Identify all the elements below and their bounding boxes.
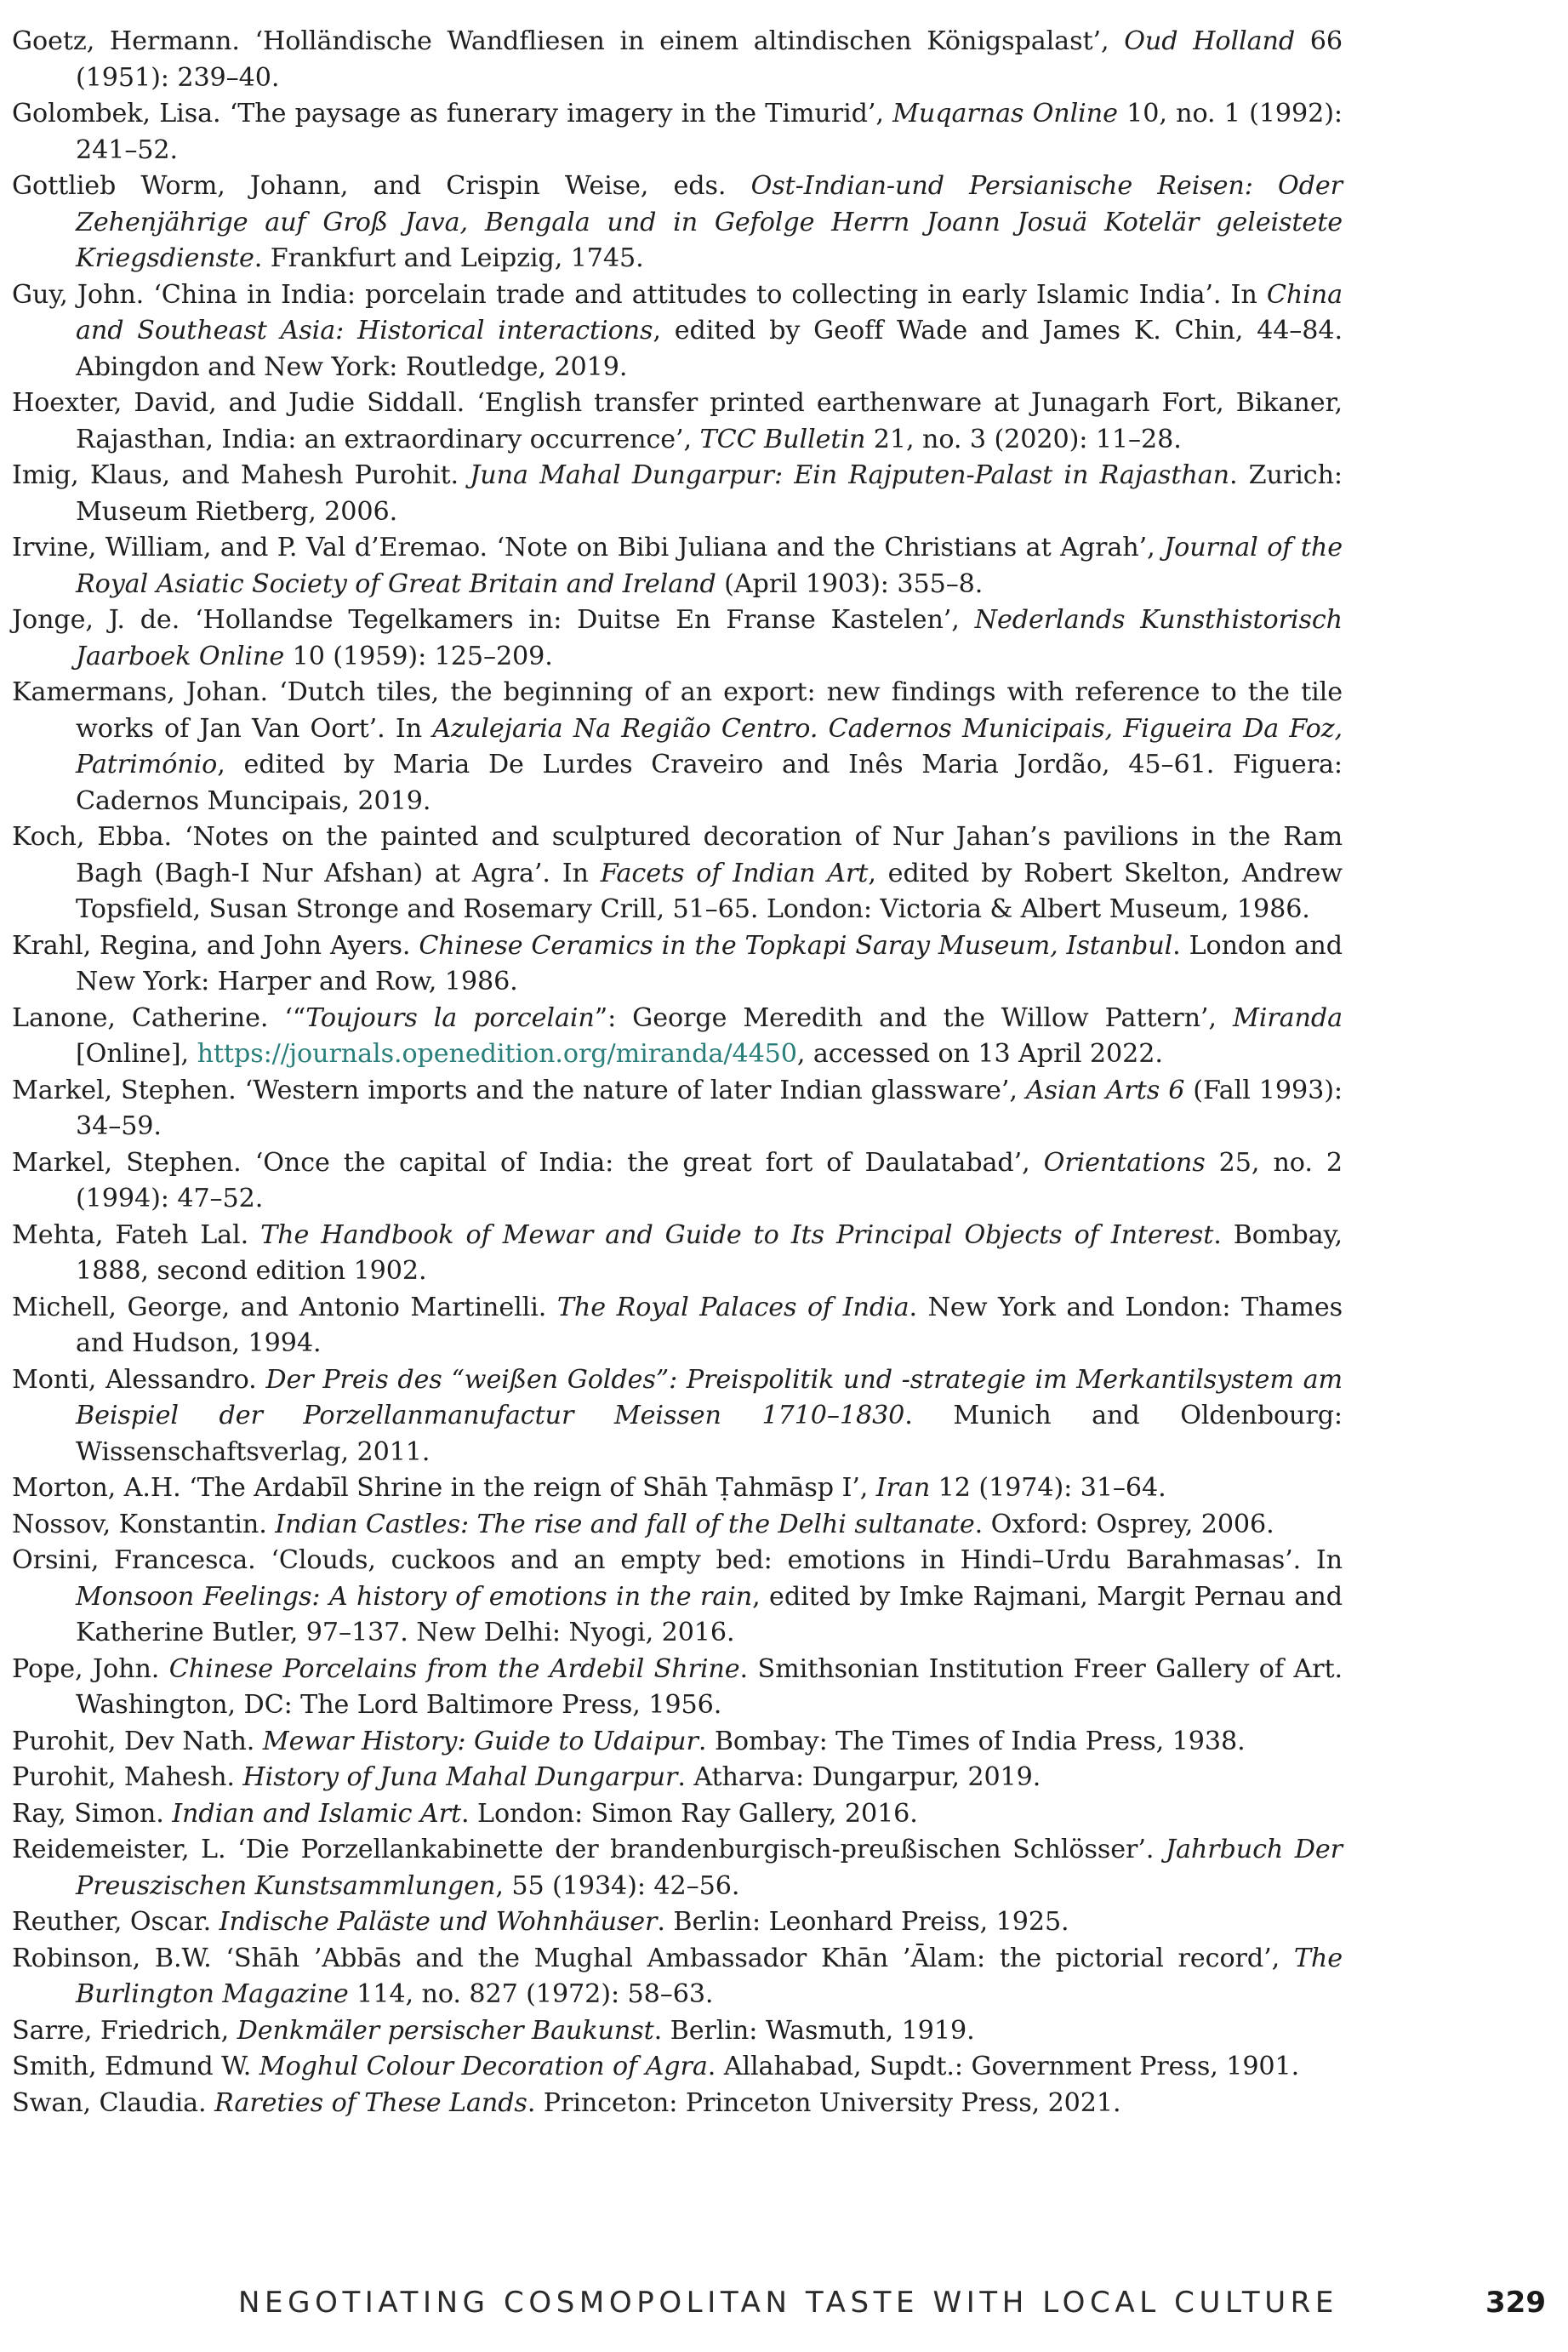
bibliography-entry (12, 2013, 1343, 2050)
entry-text: . Berlin: Leonhard Preiss, 1925. (657, 1907, 1069, 1937)
entry-text: Kamermans, Johan. ‘Dutch tiles, the beginning of an export: new findings with reference to the tile works of Jan Van Oort’. In (12, 677, 1343, 744)
italic-title: China and Southeast Asia: Historical interactions (76, 279, 1343, 345)
entry-text: , accessed on 13 April 2022. (796, 1039, 1163, 1069)
bibliography-entry (12, 1073, 1343, 1145)
entry-text: Reuther, Oscar. (12, 1907, 220, 1937)
entry-text: . Allahabad, Supdt.: Government Press, 1901. (707, 2052, 1300, 2081)
italic-title: Ost-Indian-und Persianische Reisen: Oder Zehenjährige auf Groß Java, Bengala und in Gefolge Herrn Joann Josuä Kotelär geleistete Kriegsdienste (76, 171, 1343, 273)
italic-title: Orientations (1043, 1147, 1206, 1178)
page-footer (0, 2286, 1568, 2326)
bibliography-entry (12, 675, 1343, 819)
bibliography-entry (12, 168, 1343, 277)
page-number: 329 (1485, 2286, 1546, 2320)
bibliography-entry (12, 1941, 1343, 2013)
entry-text: Sarre, Friedrich, (12, 2015, 237, 2046)
bibliography-entry (12, 1470, 1343, 1507)
entry-text: 12 (1974): 31–64. (930, 1473, 1166, 1503)
entry-text: . London and New York: Harper and Row, 1986. (76, 930, 1343, 996)
entry-text: . Oxford: Osprey, 2006. (974, 1509, 1274, 1539)
italic-title: TCC Bulletin (699, 424, 866, 454)
entry-text: . Zurich: Museum Rietberg, 2006. (76, 460, 1343, 527)
reference-link[interactable]: https://journals.openedition.org/miranda/4450 (197, 1039, 797, 1069)
entry-text: (Fall 1993): 34–59. (76, 1075, 1343, 1141)
entry-text: [Online], (76, 1039, 197, 1069)
entry-text: . Bombay: The Times of India Press, 1938. (698, 1726, 1246, 1756)
entry-text: 10 (1959): 125–209. (284, 641, 553, 671)
entry-text: Nossov, Konstantin. (12, 1509, 276, 1539)
entry-text: Koch, Ebba. ‘Notes on the painted and sculptured decoration of Nur Jahan’s pavilions in the Ram Bagh (Bagh-I Nur Afshan) at Agra’. In (12, 822, 1343, 888)
entry-text: Irvine, William, and P. Val d’Eremao. ‘Note on Bibi Juliana and the Christians at Agrah’, (12, 533, 1165, 562)
bibliography-entry (12, 385, 1343, 458)
entry-text: Mehta, Fateh Lal. (12, 1219, 261, 1250)
entry-text: Pope, John. (12, 1653, 169, 1684)
bibliography-entry (12, 1145, 1343, 1218)
bibliography-entry (12, 819, 1343, 928)
entry-text: Markel, Stephen. ‘Once the capital of India: the great fort of Daulatabad’, (12, 1147, 1044, 1178)
italic-title: History of Juna Mahal Dungarpur (242, 1762, 678, 1792)
entry-text: Michell, George, and Antonio Martinelli. (12, 1292, 557, 1322)
bibliography-entry (12, 1832, 1343, 1904)
italic-title: Muqarnas Online (892, 99, 1118, 128)
entry-text: Markel, Stephen. ‘Western imports and the nature of later Indian glassware’, (12, 1075, 1026, 1105)
italic-title: Azulejaria Na Região Centro. Cadernos Municipais, Figueira Da Foz, Património (76, 713, 1343, 779)
entry-text: . Princeton: Princeton University Press, 2021. (527, 2087, 1121, 2118)
entry-text: (April 1903): 355–8. (716, 568, 984, 599)
entry-text: . Munich and Oldenbourg: Wissenschaftsverlag, 2011. (76, 1401, 1343, 1467)
italic-title: Monsoon Feelings: A history of emotions in the rain (76, 1581, 753, 1612)
entry-text: Ray, Simon. (12, 1798, 173, 1829)
entry-text: Jonge, J. de. ‘Hollandse Tegelkamers in: Duitse En Franse Kastelen’, (12, 605, 975, 635)
bibliography-list (12, 24, 1343, 2121)
entry-text: . Bombay, 1888, second edition 1902. (76, 1219, 1343, 1286)
entry-text: Purohit, Mahesh. (12, 1762, 243, 1792)
entry-text: 21, no. 3 (2020): 11–28. (865, 424, 1182, 454)
italic-title: Toujours la porcelain (305, 1002, 595, 1033)
entry-text: Swan, Claudia. (12, 2087, 215, 2118)
italic-title: Indian and Islamic Art (172, 1798, 461, 1829)
bibliography-entry (12, 2086, 1343, 2122)
italic-title: The Burlington Magazine (76, 1943, 1343, 2009)
bibliography-entry (12, 1796, 1343, 1833)
entry-text: Robinson, B.W. ‘Shāh ’Abbās and the Mughal Ambassador Khān ’Ālam: the pictorial record’, (12, 1943, 1294, 1973)
entry-text: , 55 (1934): 42–56. (495, 1870, 740, 1901)
bibliography-entry (12, 1724, 1343, 1761)
italic-title: Jahrbuch Der Preuszischen Kunstsammlungen (76, 1835, 1343, 1901)
italic-title: Juna Mahal Dungarpur: Ein Rajputen-Palast in Rajasthan (470, 460, 1229, 490)
bibliography-entry (12, 1507, 1343, 1544)
entry-text: . Smithsonian Institution Freer Gallery of Art. Washington, DC: The Lord Baltimore Press, 1956. (76, 1653, 1343, 1720)
bibliography-entry (12, 1904, 1343, 1941)
entry-text: 114, no. 827 (1972): 58–63. (348, 1979, 714, 2009)
italic-title: Asian Arts 6 (1025, 1075, 1185, 1105)
bibliography-entry (12, 1760, 1343, 1796)
bibliography-entry (12, 1001, 1343, 1073)
italic-title: The Royal Palaces of India (556, 1292, 909, 1322)
italic-title: Chinese Ceramics in the Topkapi Saray Museum, Istanbul (419, 930, 1173, 961)
italic-title: Mewar History: Guide to Udaipur (262, 1726, 698, 1756)
bibliography-entry (12, 530, 1343, 602)
italic-title: Indische Paläste und Wohnhäuser (219, 1907, 658, 1937)
entry-text: , edited by Imke Rajmani, Margit Pernau and Katherine Butler, 97–137. New Delhi: Nyogi, 2016. (76, 1581, 1343, 1647)
italic-title: Chinese Porcelains from the Ardebil Shrine (168, 1653, 740, 1684)
italic-title: Indian Castles: The rise and fall of the Delhi sultanate (275, 1509, 975, 1539)
italic-title: Moghul Colour Decoration of Agra (259, 2052, 708, 2081)
entry-text: 66 (1951): 239–40. (76, 26, 1343, 93)
entry-text: Gottlieb Worm, Johann, and Crispin Weise, eds. (12, 171, 751, 201)
entry-text: . New York and London: Thames and Hudson, 1994. (76, 1292, 1343, 1358)
entry-text: Lanone, Catherine. ‘“ (12, 1002, 306, 1033)
entry-text: Imig, Klaus, and Mahesh Purohit. (12, 460, 470, 490)
entry-text: . Atharva: Dungarpur, 2019. (677, 1762, 1041, 1792)
bibliography-entry (12, 1218, 1343, 1290)
entry-text: Krahl, Regina, and John Ayers. (12, 930, 419, 961)
entry-text: Orsini, Francesca. ‘Clouds, cuckoos and an empty bed: emotions in Hindi–Urdu Barahmasas’. In (12, 1545, 1343, 1575)
entry-text: Golombek, Lisa. ‘The paysage as funerary imagery in the Timurid’, (12, 99, 893, 128)
entry-text: . London: Simon Ray Gallery, 2016. (461, 1798, 918, 1829)
italic-title: Denkmäler persischer Baukunst (237, 2015, 654, 2046)
bibliography-entry (12, 458, 1343, 530)
bibliography-entry (12, 1652, 1343, 1724)
bibliography-entry (12, 277, 1343, 386)
italic-title: Rareties of These Lands (214, 2087, 527, 2118)
entry-text: , edited by Maria De Lurdes Craveiro and Inês Maria Jordão, 45–61. Figuera: Cadernos Muncipais, 2019. (76, 750, 1343, 816)
entry-text: , edited by Geoff Wade and James K. Chin, 44–84. Abingdon and New York: Routledge, 2019. (76, 316, 1343, 382)
entry-text: Purohit, Dev Nath. (12, 1726, 263, 1756)
entry-text: . Frankfurt and Leipzig, 1745. (254, 243, 644, 273)
entry-text: Monti, Alessandro. (12, 1364, 266, 1395)
entry-text: , edited by Robert Skelton, Andrew Topsfield, Susan Stronge and Rosemary Crill, 51–65. London: Victoria & Albert Museum, 1986. (76, 858, 1343, 924)
bibliography-entry (12, 1362, 1343, 1471)
entry-text: Smith, Edmund W. (12, 2052, 259, 2081)
entry-text: . Berlin: Wasmuth, 1919. (653, 2015, 975, 2046)
italic-title: Der Preis des “weißen Goldes”: Preispolitik und -strategie im Merkantilsystem am Beispiel der Porzellanmanufactur Meissen 1710–1830 (76, 1364, 1343, 1430)
bibliography-entry (12, 2049, 1343, 2086)
running-head: NEGOTIATING COSMOPOLITAN TASTE WITH LOCAL CULTURE (238, 2286, 1338, 2320)
entry-text: 25, no. 2 (1994): 47–52. (76, 1147, 1343, 1213)
italic-title: Oud Holland (1124, 26, 1296, 56)
entry-text: 10, no. 1 (1992): 241–52. (76, 99, 1343, 165)
entry-text: Guy, John. ‘China in India: porcelain trade and attitudes to collecting in early Islamic India’. In (12, 279, 1267, 310)
bibliography-entry (12, 1543, 1343, 1652)
bibliography-entry (12, 1290, 1343, 1362)
bibliography-entry (12, 96, 1343, 168)
italic-title: Facets of Indian Art (600, 858, 869, 888)
bibliography-entry (12, 602, 1343, 675)
bibliography-entry (12, 928, 1343, 1001)
italic-title: The Handbook of Mewar and Guide to Its Principal Objects of Interest (260, 1219, 1214, 1250)
italic-title: Nederlands Kunsthistorisch Jaarboek Online (76, 605, 1343, 671)
italic-title: Miranda (1232, 1002, 1343, 1033)
entry-text: Goetz, Hermann. ‘Holländische Wandfliesen in einem altindischen Königspalast’, (12, 26, 1125, 56)
entry-text: Hoexter, David, and Judie Siddall. ‘English transfer printed earthenware at Junagarh Fort, Bikaner, Rajasthan, India: an extraordinary occurrence’, (12, 388, 1343, 454)
italic-title: Journal of the Royal Asiatic Society of Great Britain and Ireland (76, 533, 1343, 599)
entry-text: ”: George Meredith and the Willow Pattern’, (594, 1002, 1233, 1033)
bibliography-entry (12, 24, 1343, 96)
italic-title: Iran (875, 1473, 931, 1503)
entry-text: Reidemeister, L. ‘Die Porzellankabinette der brandenburgisch-preußischen Schlösser’. (12, 1835, 1166, 1864)
entry-text: Morton, A.H. ‘The Ardabīl Shrine in the reign of Shāh Ṭahmāsp I’, (12, 1473, 876, 1503)
